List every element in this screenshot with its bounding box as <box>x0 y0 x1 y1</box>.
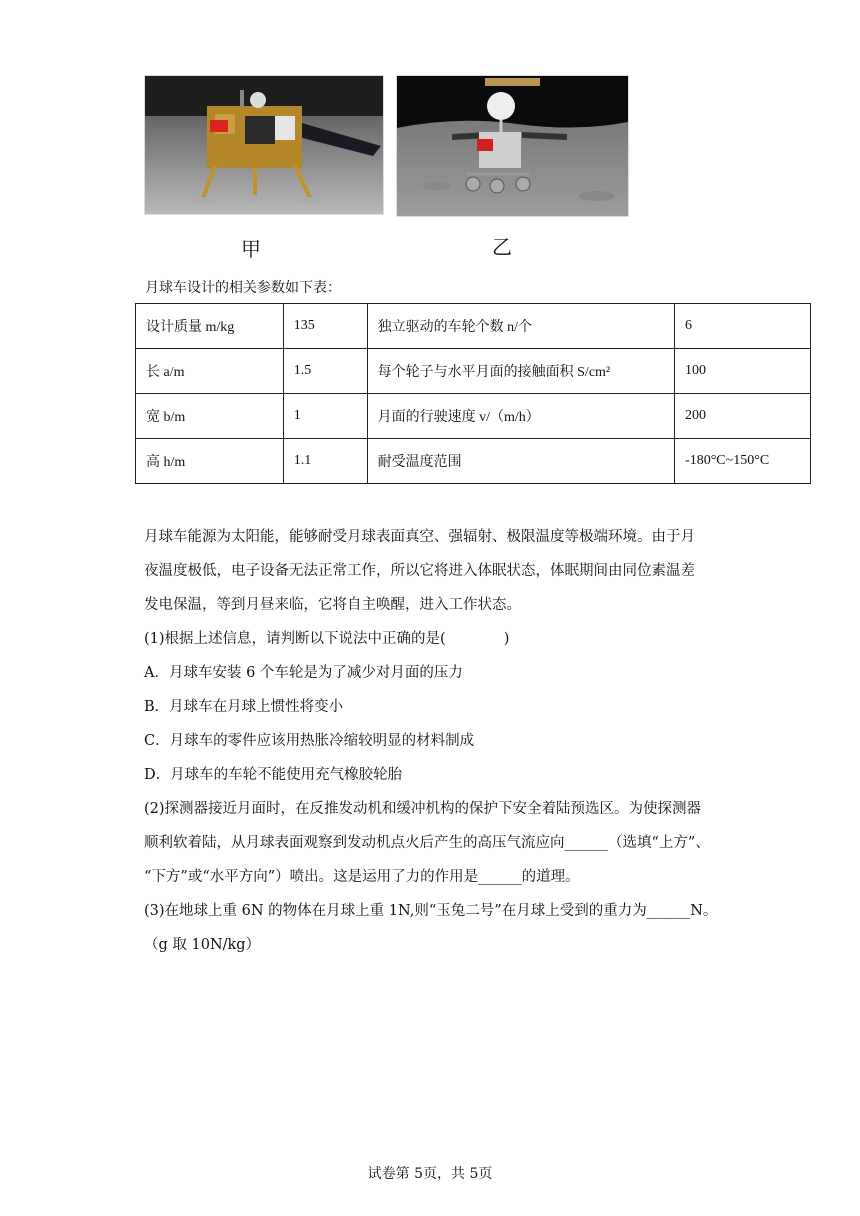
table-cell: 1.5 <box>283 349 367 394</box>
question-3-line: （g 取 10N/kg） <box>144 937 261 953</box>
left-figure-caption: 甲 <box>241 237 261 261</box>
paragraph-line: 发电保温，等到月昼来临，它将自主唤醒，进入工作状态。 <box>144 597 521 613</box>
table-cell: -180°C~150°C <box>675 439 811 484</box>
table-cell: 200 <box>675 394 811 439</box>
table-cell: 6 <box>675 304 811 349</box>
paragraph-line: 月球车能源为太阳能，能够耐受月球表面真空、强辐射、极限温度等极端环境。由于月 <box>144 529 695 545</box>
paragraph-line: 夜温度极低，电子设备无法正常工作，所以它将进入体眠状态，体眠期间由同位素温差 <box>144 563 695 579</box>
option-c: C．月球车的零件应该用热胀冷缩较明显的材料制成 <box>144 733 475 749</box>
rover-parameters-table <box>135 303 811 484</box>
table-cell: 长 a/m <box>136 349 284 394</box>
table-cell: 1 <box>283 394 367 439</box>
table-cell: 135 <box>283 304 367 349</box>
table-cell: 设计质量 m/kg <box>136 304 284 349</box>
option-b: B．月球车在月球上惯性将变小 <box>144 699 344 715</box>
question-2-line: 顺利软着陆，从月球表面观察到发动机点火后产生的高压气流应向______（选填“上方”、 <box>144 835 710 851</box>
question-2-line: “下方”或“水平方向”）喷出。这是运用了力的作用是______的道理。 <box>144 869 580 885</box>
table-intro: 月球车设计的相关参数如下表： <box>145 280 341 296</box>
table-cell: 1.1 <box>283 439 367 484</box>
table-cell: 每个轮子与水平月面的接触面积 S/cm² <box>367 349 674 394</box>
table-row <box>136 394 811 439</box>
lander-photo <box>144 75 384 215</box>
table-cell: 高 h/m <box>136 439 284 484</box>
right-figure-caption: 乙 <box>492 235 512 259</box>
table-cell: 月面的行驶速度 v/（m/h） <box>367 394 674 439</box>
option-d: D．月球车的车轮不能使用充气橡胶轮胎 <box>144 767 403 783</box>
rover-photo <box>396 75 629 217</box>
option-a: A．月球车安装 6 个车轮是为了减少对月面的压力 <box>144 665 463 681</box>
question-3-line: (3)在地球上重 6N 的物体在月球上重 1N,则“玉兔二号”在月球上受到的重力为______N。 <box>144 903 718 919</box>
table-row <box>136 304 811 349</box>
table-cell: 独立驱动的车轮个数 n/个 <box>367 304 674 349</box>
table-cell: 宽 b/m <box>136 394 284 439</box>
table-cell: 耐受温度范围 <box>367 439 674 484</box>
table-cell: 100 <box>675 349 811 394</box>
table-row <box>136 439 811 484</box>
question-2-line: (2)探测器接近月面时，在反推发动机和缓冲机构的保护下安全着陆预选区。为使探测器 <box>144 801 702 817</box>
question-1-stem: (1)根据上述信息，请判断以下说法中正确的是( ) <box>144 631 510 647</box>
table-row <box>136 349 811 394</box>
page-footer: 试卷第 5页，共 5页 <box>367 1166 493 1182</box>
